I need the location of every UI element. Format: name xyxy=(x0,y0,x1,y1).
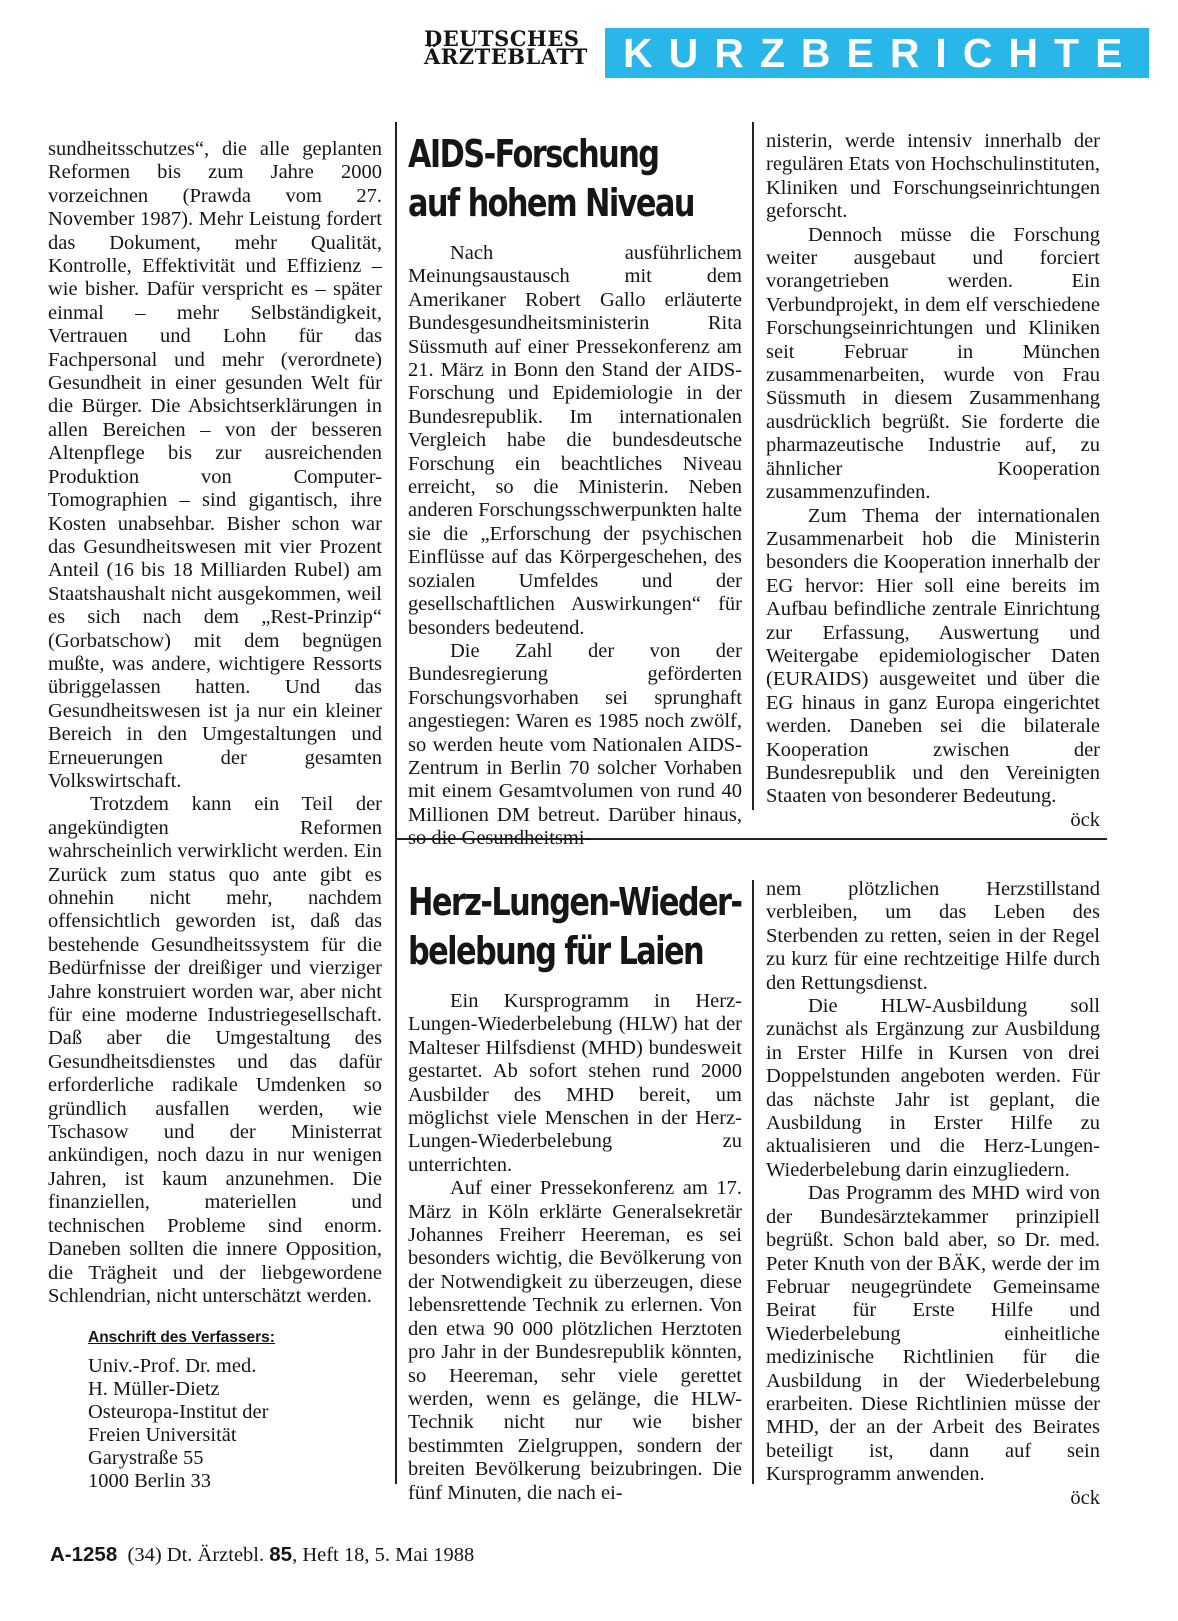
footer-issue: , Heft 18, 5. Mai 1988 xyxy=(292,1544,475,1566)
section-banner: KURZBERICHTE xyxy=(605,28,1149,78)
page-number: A-1258 xyxy=(50,1543,118,1566)
column-divider-mid-bottom xyxy=(752,880,754,1484)
body-paragraph: Das Programm des MHD wird von der Bundesärztekammer prinzipiell begrüßt. Schon bald aber, so Dr. med. Peter Knuth von der BÄK, werde der im Februar neugegründete Gemeinsame Beirat für Erste Hilfe und Wiederbelebung einheitliche medizinische Richtlinien für die Ausbildung in der Wiederbelebung erarbeiten. Diese Richtlinien müsse der MHD, der an der Arbeit des Beirates beteiligt ist, dann auf sein Kursprogramm anwenden. xyxy=(766,1182,1100,1486)
body-paragraph: Die Zahl der von der Bundesregierung geförderten Forschungsvorhaben sei sprunghaft angestiegen: Waren es 1985 noch zwölf, so werden heute vom Nationalen AIDS-Zentrum in Berlin 70 solcher Vorhaben mit einem Gesamtvolumen von rund 40 Millionen DM betreut. Darüber hinaus, so die Gesundheitsmi- xyxy=(408,639,742,850)
left-column xyxy=(48,138,382,1308)
footer-citation: (34) Dt. Ärztebl. xyxy=(127,1544,265,1566)
author-signature: öck xyxy=(1070,808,1100,831)
address-line: Univ.-Prof. Dr. med. xyxy=(88,1355,257,1377)
column-divider-mid-top xyxy=(752,122,754,810)
article-headline: AIDS-Forschung auf hohem Niveau xyxy=(408,132,694,225)
body-paragraph: Auf einer Pressekonferenz am 17. März in Köln erklärte Generalsekretär Johannes Freiherr Heereman, es sei besonders wichtig, die Bevölkerung von der Notwendigkeit zu überzeugen, diese lebensrettende Technik zu erlernen. Von den etwa 90 000 plötzlichen Herztoten pro Jahr in der Bundesrepublik könnten, so Heereman, sehr viele gerettet werden, wenn es gelänge, die HLW-Technik nicht nur wie bisher bestimmten Zielgruppen, sondern der breiten Bevölkerung beizubringen. Die fünf Minuten, die nach ei- xyxy=(408,1177,742,1504)
body-paragraph: Die HLW-Ausbildung soll zunächst als Ergänzung zur Ausbildung in Erster Hilfe in Kursen von drei Doppelstunden angeboten werden. Für das nächste Jahr ist geplant, die Ausbildung in Erster Hilfe zu aktualisieren und die Herz-Lungen-Wiederbelebung darin einzugliedern. xyxy=(766,995,1100,1181)
article-hlw-column-2 xyxy=(766,878,1100,1510)
body-paragraph: Dennoch müsse die Forschung weiter ausgebaut und forciert vorangetrieben werden. Ein Verbundprojekt, in dem elf verschiedene Forschungseinrichtungen und Kliniken seit Februar in München zusammenarbeiten, wurde von Frau Süssmuth in diesem Zusammenhang ausdrücklich begrüßt. Sie forderte die pharmazeutische Industrie auf, zu ähnlicher Kooperation zusammenzufinden. xyxy=(766,223,1100,504)
body-paragraph: Nach ausführlichem Meinungsaustausch mit dem Amerikaner Robert Gallo erläuterte Bundesgesundheitsministerin Rita Süssmuth auf einer Pressekonferenz am 21. März in Bonn den Stand der AIDS-Forschung und Epidemiologie in der Bundesrepublik. Im internationalen Vergleich habe die bundesdeutsche Forschung ein beachtliches Niveau erreicht, so die Ministerin. Neben anderen Forschungsschwerpunkten halte sie die „Erforschung der psychischen Einflüsse auf das Körpergeschehen, des sozialen Umfeldes und der gesellschaftlichen Auswirkungen“ für besonders bedeutend. xyxy=(408,242,742,639)
footer-volume: 85 xyxy=(269,1543,293,1566)
body-paragraph: Ein Kursprogramm in Herz-Lungen-Wiederbelebung (HLW) hat der Malteser Hilfsdienst (MHD) bundesweit gestartet. Ab sofort stehen rund 2000 Ausbilder des MHD bereit, um möglichst viele Menschen in der Herz-Lungen-Wiederbelebung zu unterrichten. xyxy=(408,990,742,1176)
body-paragraph: sundheitsschutzes“, die alle geplanten Reformen bis zum Jahre 2000 vorzeichnen (Prawda vom 27. November 1987). Mehr Leistung fordert das Dokument, mehr Qualität, Kontrolle, Effektivität und Effizienz – wie bisher. Dafür verspricht es – später einmal – mehr Selbständigkeit, Vertrauen und Lohn für das Fachpersonal und mehr (verordnete) Gesundheit in einer gesunden Welt für die Bürger. Die Absichtserklärungen in allen Bereichen – von der besseren Altenpflege bis zur ausreichenden Produktion von Computer-Tomographien – sind gigantisch, ihre Kosten unabsehbar. Bisher schon war das Gesundheitswesen mit vier Prozent Anteil (16 bis 18 Milliarden Rubel) am Staatshaushalt nicht ausgekommen, weil es sich nach dem „Rest-Prinzip“ (Gorbatschow) mit dem begnügen mußte, was andere, wichtigere Ressorts übriggelassen hatten. Und das Gesundheitswesen ist ja nur ein kleiner Bereich in den Umgestaltungen und Erneuerungen der gesamten Volkswirtschaft. xyxy=(48,138,382,792)
author-signature: öck xyxy=(1070,1486,1100,1509)
author-address xyxy=(88,1326,275,1493)
address-line: Freien Universität xyxy=(88,1424,237,1446)
journal-masthead xyxy=(424,26,602,69)
address-label: Anschrift des Verfassers: xyxy=(88,1329,275,1346)
masthead-line-2: ÄRZTEBLATT xyxy=(424,44,588,69)
body-paragraph: nisterin, werde intensiv innerhalb der regulären Etats von Hochschulinstituten, Kliniken und Forschungseinrichtungen geforscht. xyxy=(766,130,1100,223)
body-paragraph: Trotzdem kann ein Teil der angekündigten Reformen wahrscheinlich verwirklicht werden. Ein Zurück zum status quo ante gibt es ohnehin nicht mehr, nachdem offensichtlich geworden ist, daß das bestehende Gesundheitssystem für die Bedürfnisse der dreißiger und vierziger Jahre konstruiert worden war, aber nicht für eine moderne Industriegesellschaft. Daß aber die Umgestaltung des Gesundheitsdienstes und das dafür erforderliche radikale Umdenken so gründlich ausfallen werden, wie Tschasow und der Ministerrat ankündigen, noch dazu in nur wenigen Jahren, ist kaum anzunehmen. Die finanziellen, materiellen und technischen Probleme sind enorm. Daneben sollten die innere Opposition, die Trägheit und der liebgewordene Schlendrian, nicht unterschätzt werden. xyxy=(48,793,382,1307)
article-aids-column-2 xyxy=(766,130,1100,832)
article-aids-column-1 xyxy=(408,128,742,851)
article-hlw-column-1 xyxy=(408,876,742,1505)
page-footer xyxy=(50,1543,474,1567)
address-line: Garystraße 55 xyxy=(88,1447,204,1469)
masthead-line-1: DEUTSCHES xyxy=(424,26,580,51)
address-line: Osteuropa-Institut der xyxy=(88,1401,269,1423)
address-line: 1000 Berlin 33 xyxy=(88,1470,211,1492)
body-paragraph: nem plötzlichen Herzstillstand verbleiben, um das Leben des Sterbenden zu retten, seien in der Regel zu kurz für eine rechtzeitige Hilfe durch den Rettungsdienst. xyxy=(766,878,1100,994)
address-line: H. Müller-Dietz xyxy=(88,1378,220,1400)
article-headline: Herz-Lungen-Wieder- belebung für Laien xyxy=(408,880,742,973)
column-divider-left xyxy=(395,122,397,1484)
body-paragraph: Zum Thema der internationalen Zusammenarbeit hob die Ministerin besonders die Kooperation innerhalb der EG hervor: Hier soll eine bereits im Aufbau befindliche zentrale Einrichtung zur Erfassung, Auswertung und Weitergabe epidemiologischer Daten (EURAIDS) ausgeweitet und über die EG hinaus in ganz Europa eingerichtet werden. Daneben sei die bilaterale Kooperation zwischen der Bundesrepublik und den Vereinigten Staaten von besonderer Bedeutung. xyxy=(766,504,1100,808)
